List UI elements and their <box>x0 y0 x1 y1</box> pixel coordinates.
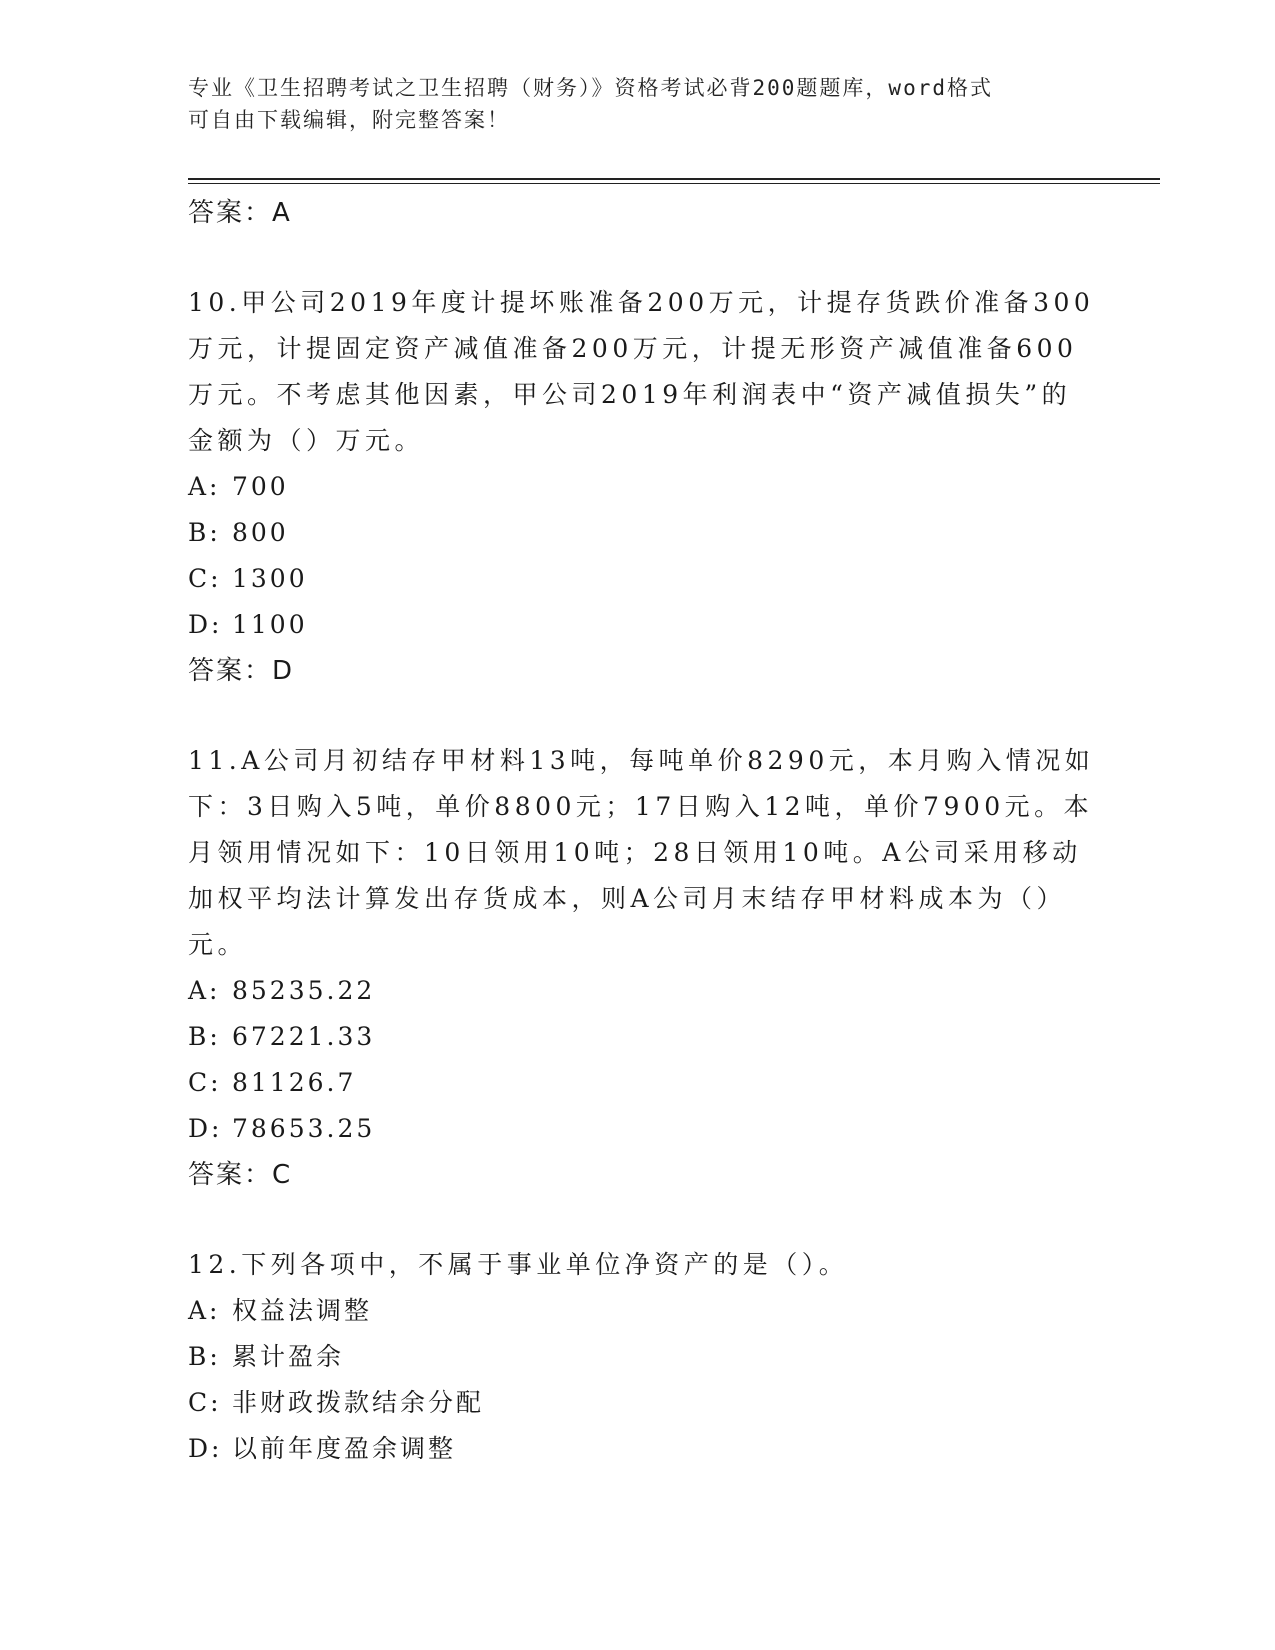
option-a <box>188 1288 1088 1334</box>
option-d <box>188 1106 1088 1152</box>
option-text: 67221.33 <box>232 1022 376 1051</box>
option-c <box>188 1380 1088 1426</box>
answer-key: 答案：C <box>188 1160 293 1190</box>
question-text-line: 元。 <box>188 930 248 959</box>
question-stem <box>188 738 1095 968</box>
option-label: A: <box>188 1296 221 1325</box>
question-text-line: 月领用情况如下：10日领用10吨；28日领用10吨。A公司采用移动 <box>188 838 1082 867</box>
option-text: 81126.7 <box>232 1068 357 1097</box>
question-list <box>188 190 1095 1472</box>
option-label: D: <box>188 610 223 639</box>
option-text: 以前年度盈余调整 <box>232 1434 457 1463</box>
option-label: C: <box>188 564 222 593</box>
option-text: 700 <box>232 472 289 501</box>
option-b <box>188 510 1088 556</box>
option-d <box>188 602 1088 648</box>
option-b <box>188 1014 1088 1060</box>
option-a <box>188 464 1088 510</box>
option-label: B: <box>188 518 221 547</box>
option-text: 累计盈余 <box>232 1342 345 1371</box>
question-text-line: 万元，计提固定资产减值准备200万元，计提无形资产减值准备600 <box>188 334 1078 363</box>
option-label: A: <box>188 472 221 501</box>
option-label: B: <box>188 1342 221 1371</box>
option-text: 1100 <box>232 610 308 639</box>
question-11 <box>188 738 1095 1198</box>
option-d <box>188 1426 1088 1472</box>
option-label: B: <box>188 1022 221 1051</box>
option-a <box>188 968 1088 1014</box>
option-text: 非财政拨款结余分配 <box>232 1388 485 1417</box>
option-label: A: <box>188 976 221 1005</box>
option-text: 78653.25 <box>232 1114 376 1143</box>
document-header <box>188 72 1068 136</box>
option-text: 85235.22 <box>232 976 376 1005</box>
question-text-line: 金额为（）万元。 <box>188 426 425 455</box>
question-stem <box>188 1242 1088 1288</box>
question-stem <box>188 280 1095 464</box>
option-label: C: <box>188 1388 222 1417</box>
question-text-line: 下：3日购入5吨，单价8800元；17日购入12吨，单价7900元。本 <box>188 792 1094 821</box>
header-divider-thick <box>188 178 1160 180</box>
question-10 <box>188 280 1095 694</box>
question-text-line: 加权平均法计算发出存货成本，则A公司月末结存甲材料成本为（） <box>188 884 1067 913</box>
option-c <box>188 1060 1088 1106</box>
header-title-line-1: 专业《卫生招聘考试之卫生招聘（财务）》资格考试必背200题题库，word格式 <box>188 76 993 100</box>
question-12 <box>188 1242 1088 1472</box>
question-text-line: 10.甲公司2019年度计提坏账准备200万元，计提存货跌价准备300 <box>188 288 1095 317</box>
option-c <box>188 556 1088 602</box>
option-label: C: <box>188 1068 222 1097</box>
option-text: 800 <box>232 518 289 547</box>
option-text: 权益法调整 <box>232 1296 373 1325</box>
answer-key: 答案：D <box>188 656 295 686</box>
header-title-line-2: 可自由下载编辑，附完整答案！ <box>188 108 510 132</box>
previous-answer: 答案：A <box>188 198 292 228</box>
header-divider-thin <box>188 183 1160 184</box>
option-b <box>188 1334 1088 1380</box>
option-label: D: <box>188 1114 223 1143</box>
question-text-line: 万元。不考虑其他因素，甲公司2019年利润表中“资产减值损失”的 <box>188 380 1072 409</box>
question-text-line: 12.下列各项中，不属于事业单位净资产的是（）。 <box>188 1250 849 1279</box>
option-text: 1300 <box>232 564 308 593</box>
option-label: D: <box>188 1434 223 1463</box>
question-text-line: 11.A公司月初结存甲材料13吨，每吨单价8290元，本月购入情况如 <box>188 746 1095 775</box>
